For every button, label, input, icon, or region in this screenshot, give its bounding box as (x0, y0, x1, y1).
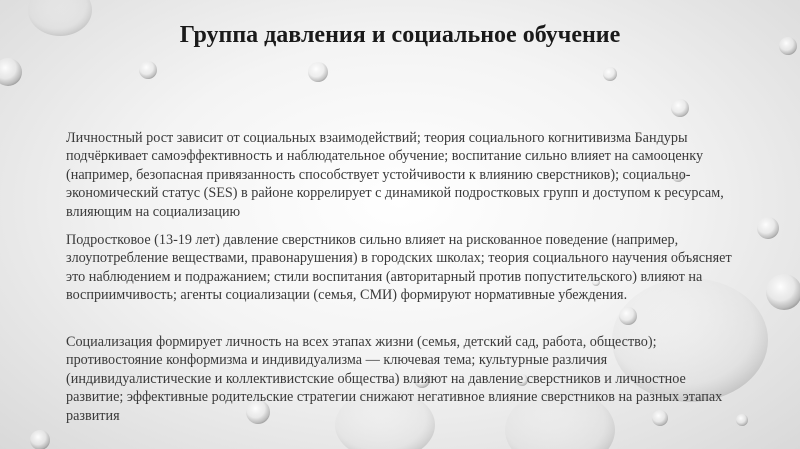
slide-title: Группа давления и социальное обучение (179, 22, 621, 48)
paragraph-2: Подростковое (13-19 лет) давление сверстников сильно влияет на рискованное поведение (например, злоупотребление веществами, правонарушения) в городских школах; теория социального научения объясняет это наблюдением и подражанием; стили воспитания (авторитарный против попустительского) влияют на восприимчивость; агенты социализации (семья, СМИ) формируют нормативные убеждения. (66, 232, 732, 304)
paragraph-3: Социализация формирует личность на всех этапах жизни (семья, детский сад, работа, общество); противостояние конформизма и индивидуализма — ключевая тема; культурные различия (индивидуалистические и коллективистские общества) влияют на давление сверстников и личностное развитие; эффективные родительские стратегии снижают негативное влияние сверстников на разных этапах развития (66, 334, 723, 424)
paragraph-1: Личностный рост зависит от социальных взаимодействий; теория социального когнитивизма Бандуры подчёркивает самоэффективность и наблюдательное обучение; воспитание сильно влияет на самооценку (например, безопасная привязанность способствует устойчивости к влиянию сверстников); социально-экономический статус (SES) в районе коррелирует с динамикой подростковых групп и доступом к ресурсам, влияющим на социализацию (66, 130, 724, 220)
